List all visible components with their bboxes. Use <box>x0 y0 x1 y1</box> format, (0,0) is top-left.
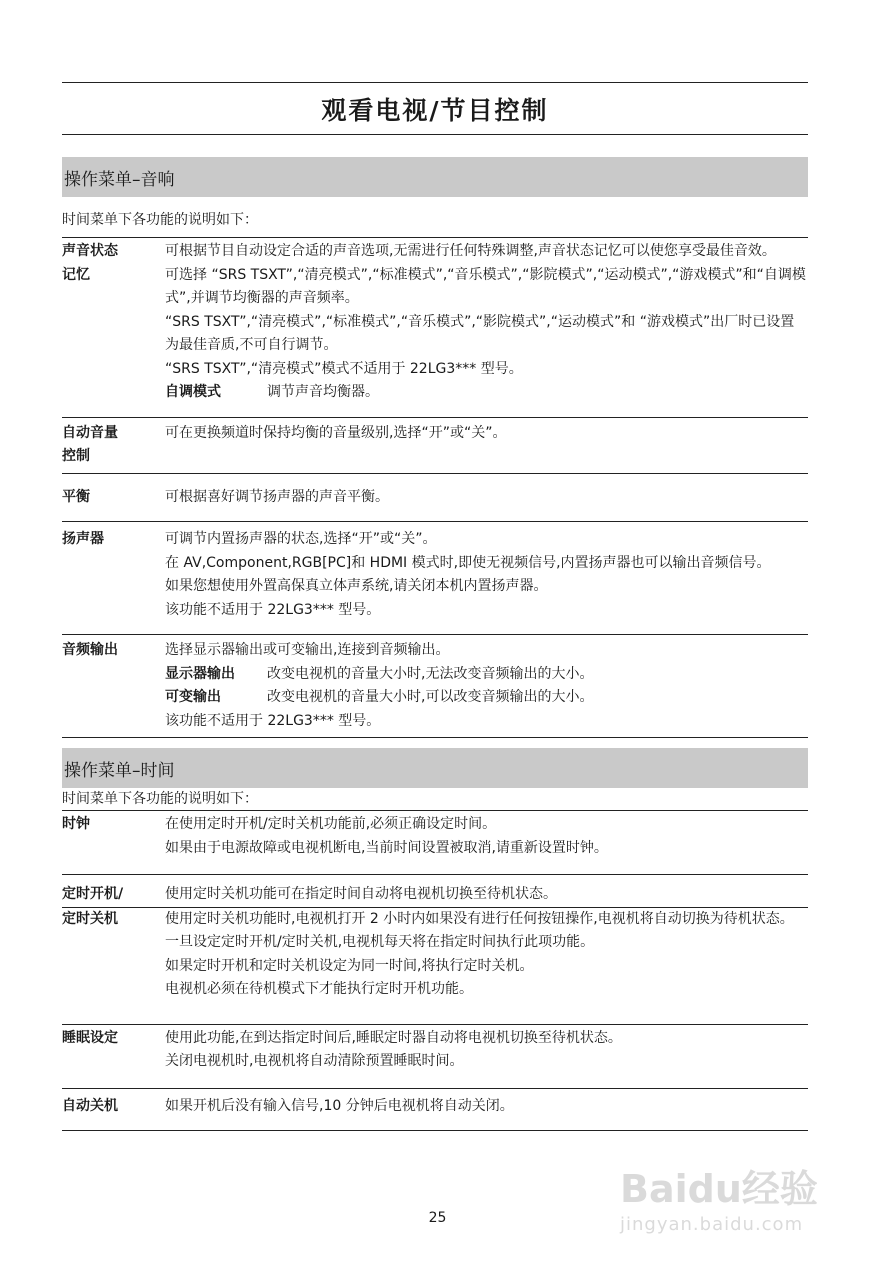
definition-row-balance <box>62 474 808 523</box>
description-line: 关闭电视机时,电视机将自动清除预置睡眠时间。 <box>165 1053 464 1069</box>
description-line: 该功能不适用于 22LG3*** 型号。 <box>165 601 381 618</box>
definition-row-auto-off <box>62 1089 808 1132</box>
sub-option-row <box>165 663 808 687</box>
manual-page <box>62 82 808 1131</box>
section-header-time: 操作菜单–时间 <box>62 748 808 788</box>
definition-term: 音频输出 <box>62 642 118 658</box>
sub-option-key: 自调模式 <box>165 384 221 400</box>
sub-option-text: 改变电视机的音量大小时,可以改变音频输出的大小。 <box>267 689 594 705</box>
definition-term: 声音状态 记忆 <box>62 243 118 283</box>
definition-description <box>165 883 808 907</box>
definition-description <box>165 1027 808 1074</box>
definition-term: 定时关机 <box>62 910 118 927</box>
watermark-logo: Baidu经验 <box>620 1167 818 1211</box>
definition-term: 平衡 <box>62 488 90 505</box>
definition-description <box>165 639 808 733</box>
description-line: 可根据喜好调节扬声器的声音平衡。 <box>165 488 389 505</box>
description-line: 使用此功能,在到达指定时间后,睡眠定时器自动将电视机切换至待机状态。 <box>165 1029 622 1046</box>
sub-option-key: 显示器输出 <box>165 665 235 682</box>
definition-row-timer-on <box>62 875 808 908</box>
definition-description <box>165 528 808 622</box>
description-line: 如果开机后没有输入信号,10 分钟后电视机将自动关闭。 <box>165 1097 514 1114</box>
description-line: 该功能不适用于 22LG3*** 型号。 <box>165 712 381 729</box>
definition-term: 扬声器 <box>62 531 104 547</box>
description-line: 使用定时关机功能时,电视机打开 2 小时内如果没有进行任何按钮操作,电视机将自动切换为待机状态。 <box>165 910 794 927</box>
description-line: 如果定时开机和定时关机设定为同一时间,将执行定时关机。 <box>165 957 534 974</box>
definition-term: 时钟 <box>62 816 90 832</box>
watermark-url: jingyan.baidu.com <box>620 1214 804 1235</box>
description-line: “SRS TSXT”,“清亮模式”,“标准模式”,“音乐模式”,“影院模式”,“运动模式”和 “游戏模式”出厂时已设置为最佳音质,不可自行调节。 <box>165 313 795 353</box>
description-line: 如果由于电源故障或电视机断电,当前时间设置被取消,请重新设置时钟。 <box>165 839 608 856</box>
title-bar <box>62 82 808 135</box>
definition-row-sound-memory <box>62 238 808 418</box>
definition-description <box>165 240 808 405</box>
page-title: 观看电视/节目控制 <box>321 95 549 125</box>
definition-description <box>165 486 808 510</box>
definition-row-sleep-timer <box>62 1025 808 1089</box>
section-intro-audio: 时间菜单下各功能的说明如下： <box>62 212 258 228</box>
definition-description <box>165 813 808 860</box>
description-line: 可调节内置扬声器的状态,选择“开”或“关”。 <box>165 531 437 547</box>
description-line: 可根据节目自动设定合适的声音选项,无需进行任何特殊调整,声音状态记忆可以使您享受最佳音效。 <box>165 243 776 259</box>
description-line: “SRS TSXT”,“清亮模式”模式不适用于 22LG3*** 型号。 <box>165 360 523 377</box>
description-line: 如果您想使用外置高保真立体声系统,请关闭本机内置扬声器。 <box>165 578 548 594</box>
definition-description <box>165 908 808 1002</box>
description-line: 选择显示器输出或可变输出,连接到音频输出。 <box>165 642 450 658</box>
page-number: 25 <box>428 1210 447 1226</box>
definition-term: 自动音量 控制 <box>62 424 118 464</box>
definition-term: 自动关机 <box>62 1097 118 1114</box>
description-line: 在使用定时开机/定时关机功能前,必须正确设定时间。 <box>165 816 497 832</box>
definition-row-speaker <box>62 522 808 635</box>
section-header-audio: 操作菜单–音响 <box>62 157 808 197</box>
sub-option-row <box>165 381 808 405</box>
definition-row-audio-out <box>62 635 808 738</box>
definition-term: 定时开机/ <box>62 886 124 902</box>
description-line: 可在更换频道时保持均衡的音量级别,选择“开”或“关”。 <box>165 424 507 441</box>
definition-description <box>165 1095 808 1119</box>
sub-option-row <box>165 686 808 710</box>
description-line: 使用定时关机功能可在指定时间自动将电视机切换至待机状态。 <box>165 886 557 902</box>
section-intro-time: 时间菜单下各功能的说明如下： <box>62 791 258 807</box>
sub-option-key: 可变输出 <box>165 689 221 705</box>
definition-term: 睡眠设定 <box>62 1029 118 1046</box>
definition-row-timer-off <box>62 908 808 1025</box>
description-line: 可选择 “SRS TSXT”,“清亮模式”,“标准模式”,“音乐模式”,“影院模式”,“运动模式”,“游戏模式”和“自调模式”,并调节均衡器的声音频率。 <box>165 266 806 306</box>
sub-option-text: 改变电视机的音量大小时,无法改变音频输出的大小。 <box>267 665 594 682</box>
definition-row-auto-volume <box>62 418 808 474</box>
sub-option-text: 调节声音均衡器。 <box>267 384 379 400</box>
description-line: 电视机必须在待机模式下才能执行定时开机功能。 <box>165 981 473 997</box>
description-line: 在 AV,Component,RGB[PC]和 HDMI 模式时,即使无视频信号,内置扬声器也可以输出音频信号。 <box>165 554 771 571</box>
description-line: 一旦设定定时开机/定时关机,电视机每天将在指定时间执行此项功能。 <box>165 934 595 950</box>
definition-row-clock <box>62 810 808 875</box>
definition-description <box>165 422 808 469</box>
watermark <box>620 1148 840 1248</box>
